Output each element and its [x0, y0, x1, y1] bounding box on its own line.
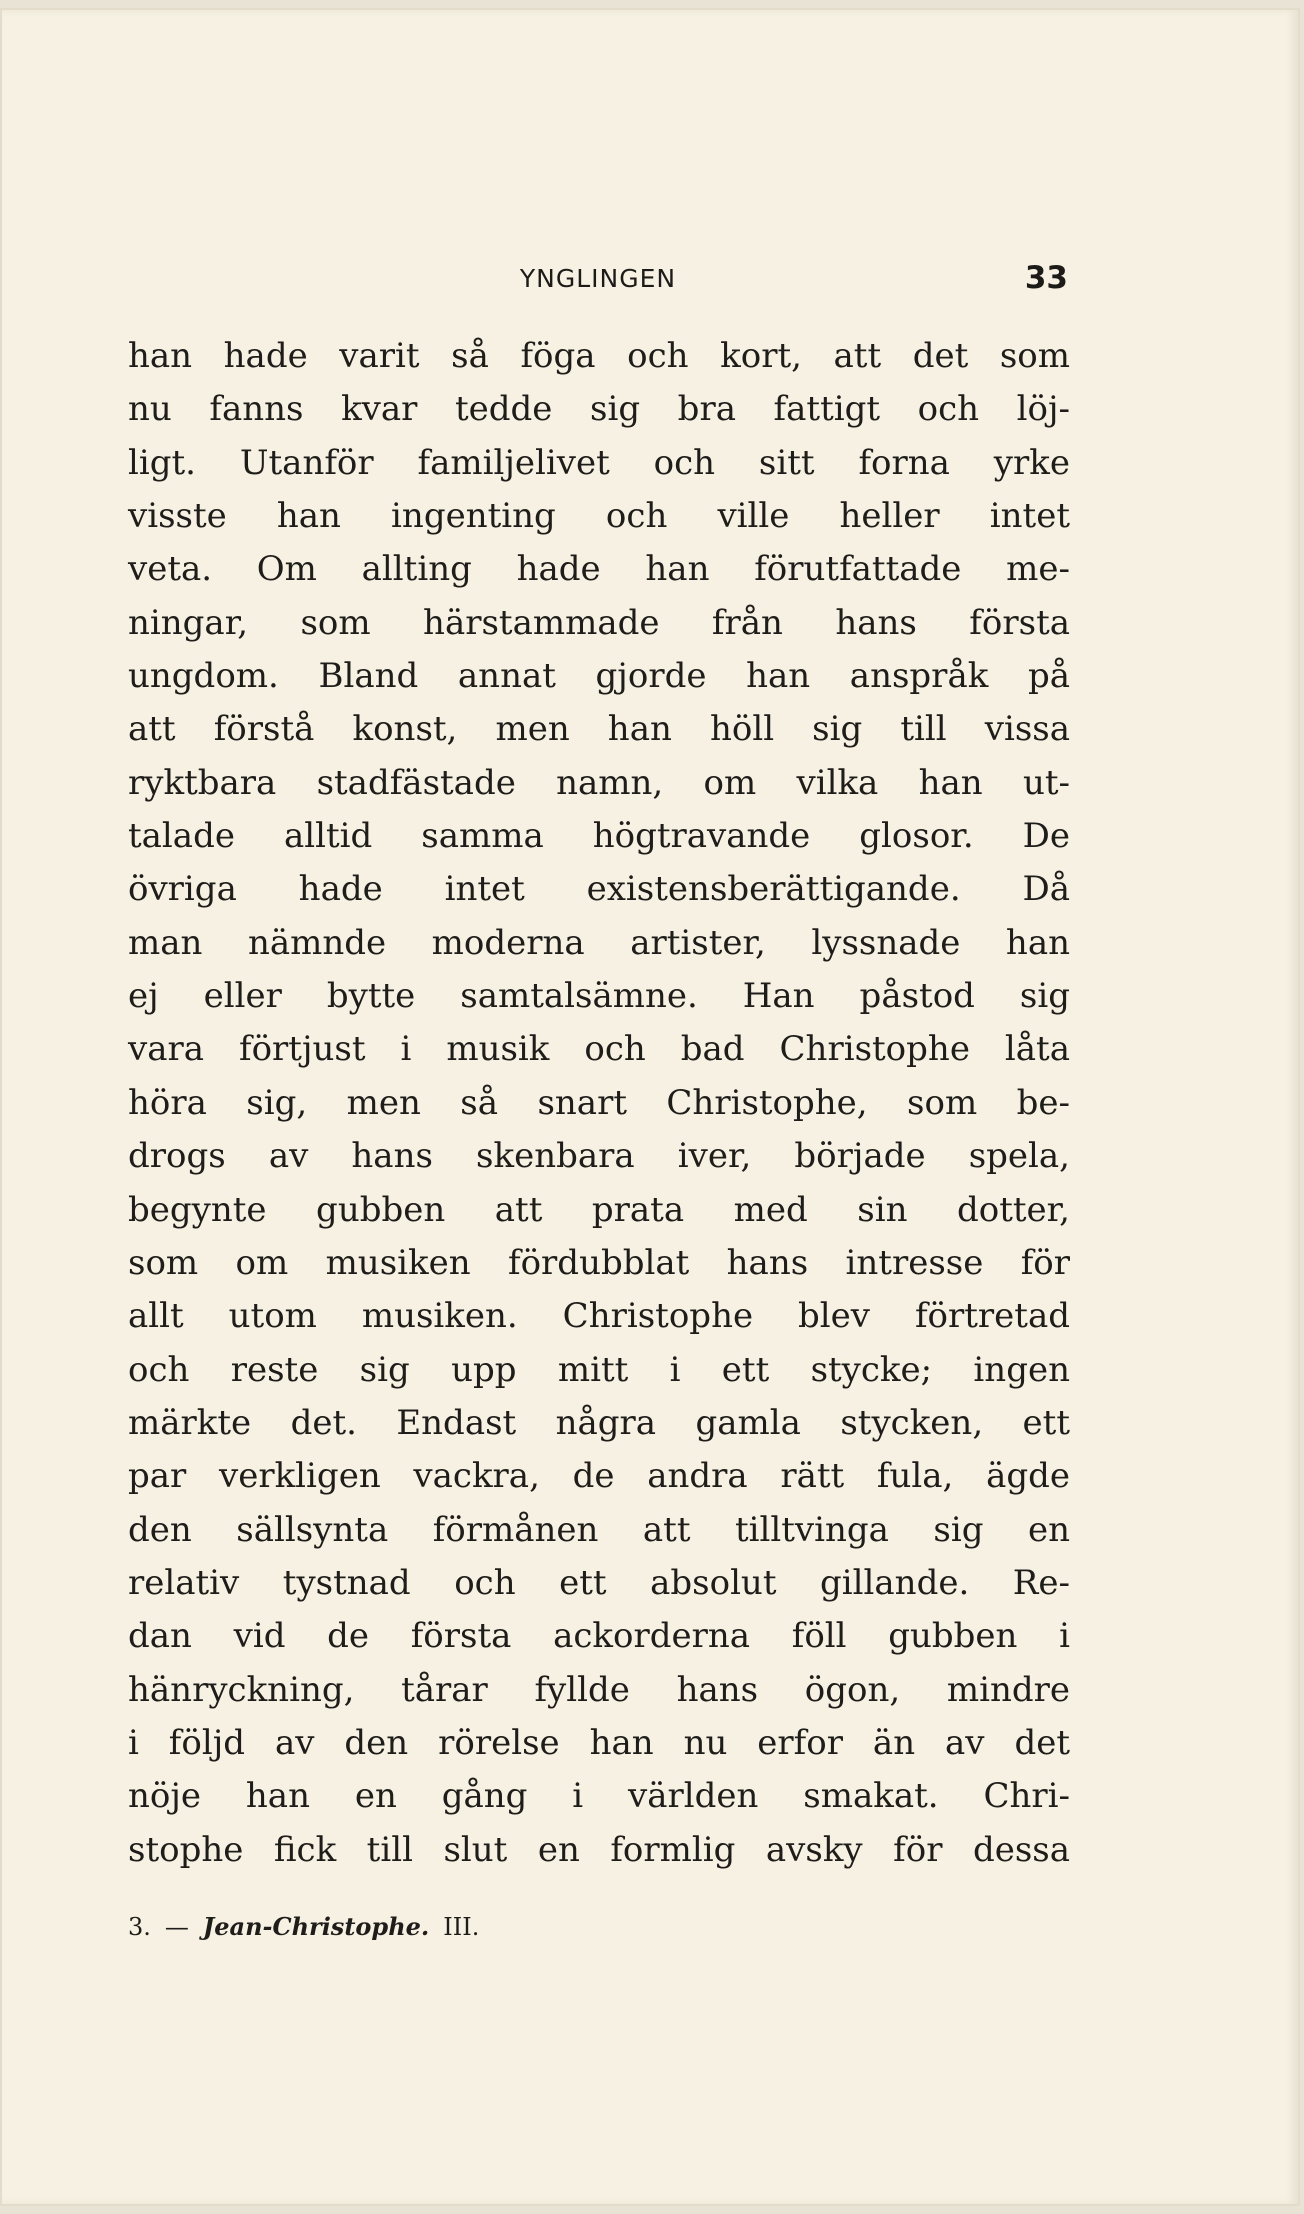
text-line: visste han ingenting och ville heller intet — [128, 496, 1070, 537]
text-line: nöje han en gång i världen smakat. Chri- — [128, 1776, 1070, 1817]
text-line: allt utom musiken. Christophe blev förtretad — [128, 1296, 1070, 1337]
text-line: ryktbara stadfästade namn, om vilka han ut- — [128, 762, 1070, 803]
text-line: höra sig, men så snart Christophe, som be- — [128, 1082, 1070, 1123]
text-line: relativ tystnad och ett absolut gillande. Re- — [128, 1562, 1070, 1603]
page-number: 33 — [1024, 260, 1068, 296]
text-line: nu fanns kvar tedde sig bra fattigt och löj- — [128, 389, 1070, 430]
running-title: YNGLINGEN — [519, 264, 677, 293]
text-line: i följd av den rörelse han nu erfor än av det — [128, 1722, 1070, 1763]
body-text — [128, 330, 1070, 1877]
text-line: som om musiken fördubblat hans intresse för — [128, 1242, 1070, 1283]
text-line: ningar, som härstammade från hans första — [128, 602, 1070, 643]
text-line: han hade varit så föga och kort, att det som — [128, 336, 1070, 376]
text-line: dan vid de första ackorderna föll gubben i — [128, 1616, 1070, 1657]
running-head — [128, 260, 1068, 300]
text-line: vara förtjust i musik och bad Christophe låta — [128, 1029, 1070, 1070]
work-title: Jean-Christophe. — [202, 1912, 430, 1941]
text-line: par verkligen vackra, de andra rätt fula, ägde — [128, 1456, 1070, 1497]
text-line: talade alltid samma högtravande glosor. De — [128, 816, 1070, 857]
signature-mark: 3. — [128, 1913, 151, 1941]
book-page — [0, 8, 1300, 2206]
text-line: övriga hade intet existensberättigande. Då — [128, 869, 1070, 910]
text-line: man nämnde moderna artister, lyssnade han — [128, 922, 1070, 963]
text-line: hänryckning, tårar fyllde hans ögon, mindre — [128, 1669, 1070, 1710]
text-line: och reste sig upp mitt i ett stycke; ingen — [128, 1349, 1070, 1390]
footer-dash: — — [164, 1913, 189, 1941]
text-line: den sällsynta förmånen att tilltvinga sig en — [128, 1509, 1070, 1550]
text-line: begynte gubben att prata med sin dotter, — [128, 1189, 1070, 1230]
text-line: märkte det. Endast några gamla stycken, ett — [128, 1402, 1070, 1443]
volume-number: III. — [443, 1913, 480, 1941]
text-line: ungdom. Bland annat gjorde han anspråk på — [128, 656, 1070, 697]
text-line: veta. Om allting hade han förutfattade me- — [128, 549, 1070, 590]
text-line: drogs av hans skenbara iver, började spela, — [128, 1136, 1070, 1177]
text-line: att förstå konst, men han höll sig till vissa — [128, 709, 1070, 750]
signature-footer — [128, 1912, 479, 1941]
text-line: ej eller bytte samtalsämne. Han påstod sig — [128, 976, 1070, 1017]
text-line: stophe fick till slut en formlig avsky för dessa — [128, 1829, 1070, 1870]
text-line: ligt. Utanför familjelivet och sitt forna yrke — [128, 442, 1070, 483]
